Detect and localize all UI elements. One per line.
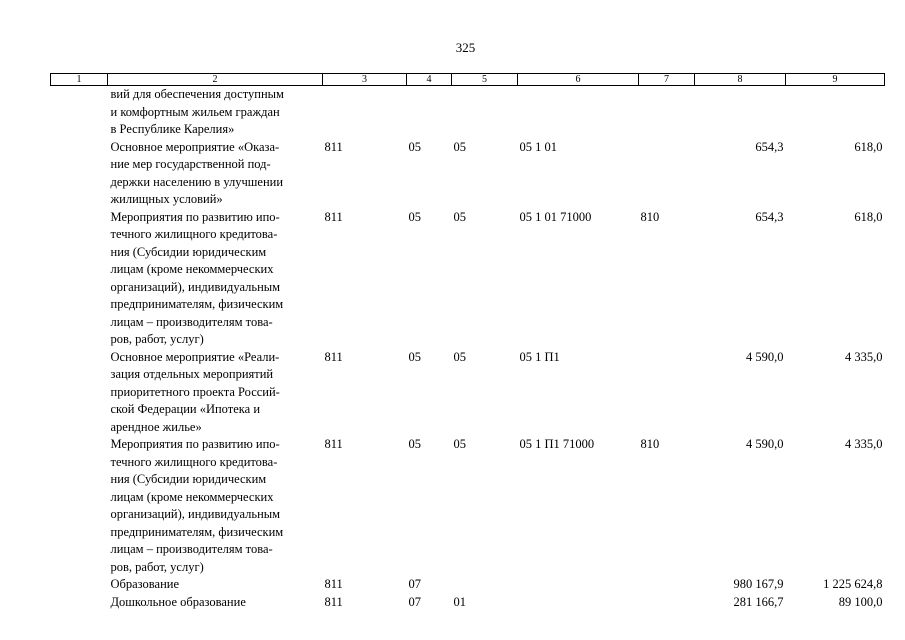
cell-c4 xyxy=(407,86,452,139)
cell-c9: 89 100,0 xyxy=(838,594,883,609)
cell-c4: 07 xyxy=(408,594,421,609)
cell-c6 xyxy=(518,86,639,139)
cell-name xyxy=(108,349,323,437)
name-line: Дошкольное образование xyxy=(110,594,246,609)
name-line: вий для обеспечения доступным xyxy=(110,87,284,101)
cell-c5 xyxy=(452,86,518,139)
cell-c5: 01 xyxy=(453,594,466,609)
cell-c5 xyxy=(452,576,518,594)
cell-c6: 05 1 П1 71000 xyxy=(519,437,595,451)
cell-c5: 05 xyxy=(453,139,466,154)
column-header: 9 xyxy=(786,74,885,86)
cell-c7: 810 xyxy=(640,209,660,224)
cell-c9: 618,0 xyxy=(854,209,883,224)
cell-col-1 xyxy=(51,86,108,139)
cell-c8: 4 590,0 xyxy=(746,437,784,451)
name-line: ние мер государственной под- xyxy=(110,157,271,171)
column-header: 4 xyxy=(407,74,452,86)
cell-c9: 4 335,0 xyxy=(845,437,883,451)
name-line: лицам (кроме некоммерческих xyxy=(110,262,274,276)
column-header: 6 xyxy=(518,74,639,86)
cell-c9: 618,0 xyxy=(854,139,883,154)
name-line: зация отдельных мероприятий xyxy=(110,367,274,381)
page-number: 325 xyxy=(455,40,476,55)
name-line: Основное мероприятие «Реали- xyxy=(110,349,280,364)
cell-name xyxy=(108,576,323,594)
cell-c7 xyxy=(639,139,695,209)
cell-c8: 281 166,7 xyxy=(733,594,784,609)
cell-c6: 05 1 П1 xyxy=(519,349,560,364)
cell-c4: 07 xyxy=(408,577,421,591)
cell-c9 xyxy=(786,86,885,139)
name-line: Основное мероприятие «Оказа- xyxy=(110,139,280,154)
table-row xyxy=(51,594,885,612)
name-line: организаций), индивидуальным xyxy=(110,507,281,521)
cell-c8 xyxy=(695,86,786,139)
cell-c8: 980 167,9 xyxy=(733,577,784,591)
cell-c7 xyxy=(639,349,695,437)
cell-name xyxy=(108,209,323,349)
cell-c7 xyxy=(639,594,695,612)
cell-c5: 05 xyxy=(453,437,466,451)
name-line: жилищных условий» xyxy=(110,192,223,206)
cell-c4: 05 xyxy=(408,437,421,451)
cell-c6 xyxy=(518,594,639,612)
cell-col-1 xyxy=(51,349,108,437)
budget-table xyxy=(50,73,885,611)
cell-c3 xyxy=(323,86,407,139)
column-header: 5 xyxy=(452,74,518,86)
cell-c4: 05 xyxy=(408,209,421,224)
name-line: ров, работ, услуг) xyxy=(110,332,204,346)
table-row xyxy=(51,209,885,349)
column-header: 1 xyxy=(51,74,108,86)
cell-c3: 811 xyxy=(324,139,343,154)
cell-c6 xyxy=(518,576,639,594)
table-row xyxy=(51,349,885,437)
cell-c5: 05 xyxy=(453,349,466,364)
name-line: лицам – производителям това- xyxy=(110,314,273,329)
cell-col-1 xyxy=(51,209,108,349)
cell-c3: 811 xyxy=(324,209,343,224)
cell-c9: 4 335,0 xyxy=(845,349,883,364)
table-row xyxy=(51,139,885,209)
cell-name xyxy=(108,86,323,139)
name-line: и комфортным жильем граждан xyxy=(110,104,280,119)
cell-c3: 811 xyxy=(324,349,343,364)
name-line: ния (Субсидии юридическим xyxy=(110,244,267,259)
name-line: Образование xyxy=(110,577,180,591)
cell-c4: 05 xyxy=(408,139,421,154)
cell-c5: 05 xyxy=(453,209,466,224)
cell-name xyxy=(108,594,323,612)
table-row xyxy=(51,86,885,139)
name-line: лицам (кроме некоммерческих xyxy=(110,489,274,504)
name-line: арендное жилье» xyxy=(110,419,202,434)
cell-c4: 05 xyxy=(408,349,421,364)
cell-c8: 654,3 xyxy=(755,209,784,224)
cell-col-1 xyxy=(51,594,108,612)
cell-c3: 811 xyxy=(324,594,343,609)
name-line: приоритетного проекта Россий- xyxy=(110,384,280,399)
name-line: течного жилищного кредитова- xyxy=(110,227,278,241)
table-row xyxy=(51,436,885,576)
cell-col-1 xyxy=(51,139,108,209)
name-line: Мероприятия по развитию ипо- xyxy=(110,209,280,224)
name-line: предпринимателям, физическим xyxy=(110,524,284,539)
name-line: течного жилищного кредитова- xyxy=(110,454,278,469)
name-line: ния (Субсидии юридическим xyxy=(110,472,267,486)
cell-name xyxy=(108,436,323,576)
cell-c3: 811 xyxy=(324,437,343,451)
name-line: предпринимателям, физическим xyxy=(110,297,284,311)
name-line: Мероприятия по развитию ипо- xyxy=(110,437,280,451)
cell-c8: 4 590,0 xyxy=(746,349,784,364)
column-header: 3 xyxy=(323,74,407,86)
column-header: 7 xyxy=(639,74,695,86)
cell-c6: 05 1 01 71000 xyxy=(519,209,592,224)
cell-c9: 1 225 624,8 xyxy=(823,577,883,591)
name-line: в Республике Карелия» xyxy=(110,122,235,136)
column-number-header-row xyxy=(51,74,885,86)
name-line: ской Федерации «Ипотека и xyxy=(110,402,261,416)
cell-c7 xyxy=(639,86,695,139)
cell-col-1 xyxy=(51,576,108,594)
name-line: держки населению в улучшении xyxy=(110,174,284,189)
cell-c7 xyxy=(639,576,695,594)
cell-c3: 811 xyxy=(324,577,343,591)
cell-c6: 05 1 01 xyxy=(519,139,557,154)
table-row xyxy=(51,576,885,594)
column-header: 8 xyxy=(695,74,786,86)
name-line: лицам – производителям това- xyxy=(110,542,273,556)
cell-name xyxy=(108,139,323,209)
column-header: 2 xyxy=(108,74,323,86)
cell-c7: 810 xyxy=(640,437,660,451)
cell-col-1 xyxy=(51,436,108,576)
cell-c8: 654,3 xyxy=(755,139,784,154)
name-line: ров, работ, услуг) xyxy=(110,559,204,574)
name-line: организаций), индивидуальным xyxy=(110,279,281,294)
